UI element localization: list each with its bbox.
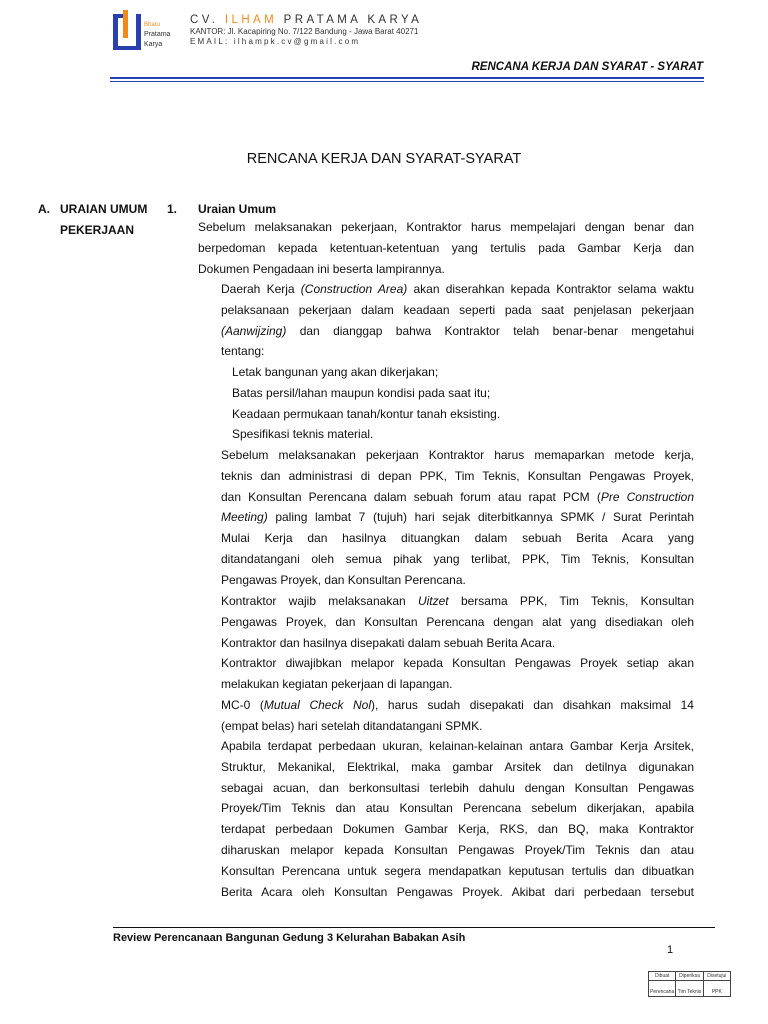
text-line: Sebelum melaksanakan pekerjaan Kontraktor harus memaparkan metode kerja, <box>221 448 694 462</box>
text-line: melakukan kegiatan pekerjaan di lapangan. <box>221 676 453 691</box>
text-line: Sebelum melaksanakan pekerjaan, Kontraktor harus mempelajari dengan benar dan <box>198 220 694 234</box>
approval-cell <box>676 972 703 996</box>
text-line: Kontraktor dan hasilnya disepakati dalam sebuah Berita Acara. <box>221 635 556 650</box>
text-line: Pengawas Proyek, dan Konsultan Perencana. <box>221 572 466 587</box>
list-item: Spesifikasi teknis material. <box>232 427 374 442</box>
footer-divider <box>113 927 715 928</box>
text-line: Apabila terdapat perbedaan ukuran, kelainan-kelainan antara Gambar Kerja Arsitek, <box>221 739 694 753</box>
company-logo <box>110 8 190 54</box>
company-email: EMAIL: ilhampk.cv@gmail.com <box>190 37 361 46</box>
text-line: ditandatangani oleh semua pihak yang terlibat, PPK, Tim Teknis, Konsultan <box>221 551 694 566</box>
section-label: URAIAN UMUM <box>60 202 148 216</box>
text-line: Konsultan Perencana untuk segera mendapatkan keputusan tertulis dan dibuatkan <box>221 863 694 878</box>
text-line: (empat belas) hari setelah ditandatangani SPMK. <box>221 718 483 733</box>
text-line: MC-0 (Mutual Check Nol), harus sudah disepakati dan disahkan maksimal 14 <box>221 698 694 712</box>
approval-role: Disetujui <box>704 973 730 981</box>
paragraph-report <box>221 653 694 695</box>
text-line: Kontraktor wajib melaksanakan Uitzet bersama PPK, Tim Teknis, Konsultan <box>221 594 694 608</box>
company-name: CV. ILHAM PRATAMA KARYA <box>190 14 423 26</box>
paragraph-pcm <box>221 445 694 591</box>
approval-table <box>648 971 731 997</box>
header-divider-thin <box>110 81 704 82</box>
company-address: KANTOR: Jl. Kacapiring No. 7/122 Bandung - Jawa Barat 40271 <box>190 27 419 36</box>
svg-text:Bharu: Bharu <box>144 22 161 28</box>
text-line: sebagai acuan, dan berkonsultasi terlebih dahulu dengan Konsultan Pengawas <box>221 780 694 795</box>
document-title: RENCANA KERJA DAN SYARAT-SYARAT <box>246 151 522 167</box>
item-number: 1. <box>167 202 178 216</box>
text-line: berpedoman kepada ketentuan-ketentuan yang tertulis pada Gambar Kerja dan <box>198 240 694 255</box>
text-line: Berita Acara oleh Konsultan Pengawas Proyek. Akibat dari perbedaan tersebut <box>221 884 694 899</box>
approval-party: PPK <box>711 989 722 995</box>
text-line: dan Konsultan Perencana dalam sebuah forum atau rapat PCM (Pre Construction <box>221 489 694 504</box>
text-line: terdapat perbedaan Dokumen Gambar Kerja, RKS, dan BQ, maka Kontraktor <box>221 822 694 837</box>
header-divider <box>110 77 704 79</box>
approval-party: Perencana <box>650 989 675 995</box>
text-line: Mulai Kerja dan hasilnya dituangkan dalam sebuah Berita Acara yang <box>221 531 694 546</box>
text-line: Daerah Kerja (Construction Area) akan diserahkan kepada Kontraktor selama waktu <box>221 282 694 296</box>
approval-role: Dibuat <box>649 973 675 981</box>
section-letter: A. <box>38 202 50 216</box>
paragraph-uitzet <box>221 591 694 653</box>
text-line: Pengawas Proyek, dan Konsultan Perencana dengan alat yang disediakan oleh <box>221 614 694 629</box>
list-item: Letak bangunan yang akan dikerjakan; <box>232 365 439 379</box>
approval-cell <box>704 972 730 996</box>
paragraph-construction-area <box>221 279 694 362</box>
text-line: teknis dan administrasi di depan PPK, Tim Teknis, Konsultan Pengawas Proyek, <box>221 468 694 483</box>
approval-party: Tim Teknis <box>677 989 702 995</box>
text-line: Struktur, Mekanikal, Elektrikal, maka gambar Arsitek dan detilnya digunakan <box>221 759 694 774</box>
text-line: Dokumen Pengadaan ini beserta lampirannya. <box>198 261 445 276</box>
text-line: Kontraktor diwajibkan melapor kepada Konsultan Pengawas Proyek setiap akan <box>221 656 694 670</box>
text-line: Proyek/Tim Teknis dan atau Konsultan Perencana sebelum dikerjakan, apabila <box>221 801 694 816</box>
svg-text:Karya: Karya <box>144 41 163 48</box>
text-line: tentang: <box>221 344 265 359</box>
item-title: Uraian Umum <box>198 202 277 216</box>
list-item: Batas persil/lahan maupun kondisi pada saat itu; <box>232 385 491 400</box>
approval-role: Diperiksa <box>676 973 702 981</box>
text-line: pelaksanaan pekerjaan dalam keadaan seperti pada saat penjelasan pekerjaan <box>221 302 694 317</box>
paragraph-intro <box>198 217 694 279</box>
requirements-list <box>232 362 500 445</box>
paragraph-discrepancy <box>221 736 694 902</box>
header-title: RENCANA KERJA DAN SYARAT - SYARAT <box>471 61 703 73</box>
page-number: 1 <box>667 944 674 956</box>
text-line: Meeting) paling lambat 7 (tujuh) hari sejak diterbitkannya SPMK / Surat Perintah <box>221 510 694 525</box>
list-item: Keadaan permukaan tanah/kontur tanah eksisting. <box>232 406 501 421</box>
footer-project-title: Review Perencanaan Bangunan Gedung 3 Kelurahan Babakan Asih <box>113 932 466 944</box>
text-line: (Aanwijzing) dan dianggap bahwa Kontraktor telah benar-benar mengetahui <box>221 323 694 338</box>
approval-cell <box>649 972 676 996</box>
text-line: diharuskan melapor kepada Konsultan Pengawas Proyek/Tim Teknis dan atau <box>221 842 694 857</box>
paragraph-mc0 <box>221 695 694 737</box>
section-label: PEKERJAAN <box>60 223 135 237</box>
svg-text:Pratama: Pratama <box>144 31 171 38</box>
